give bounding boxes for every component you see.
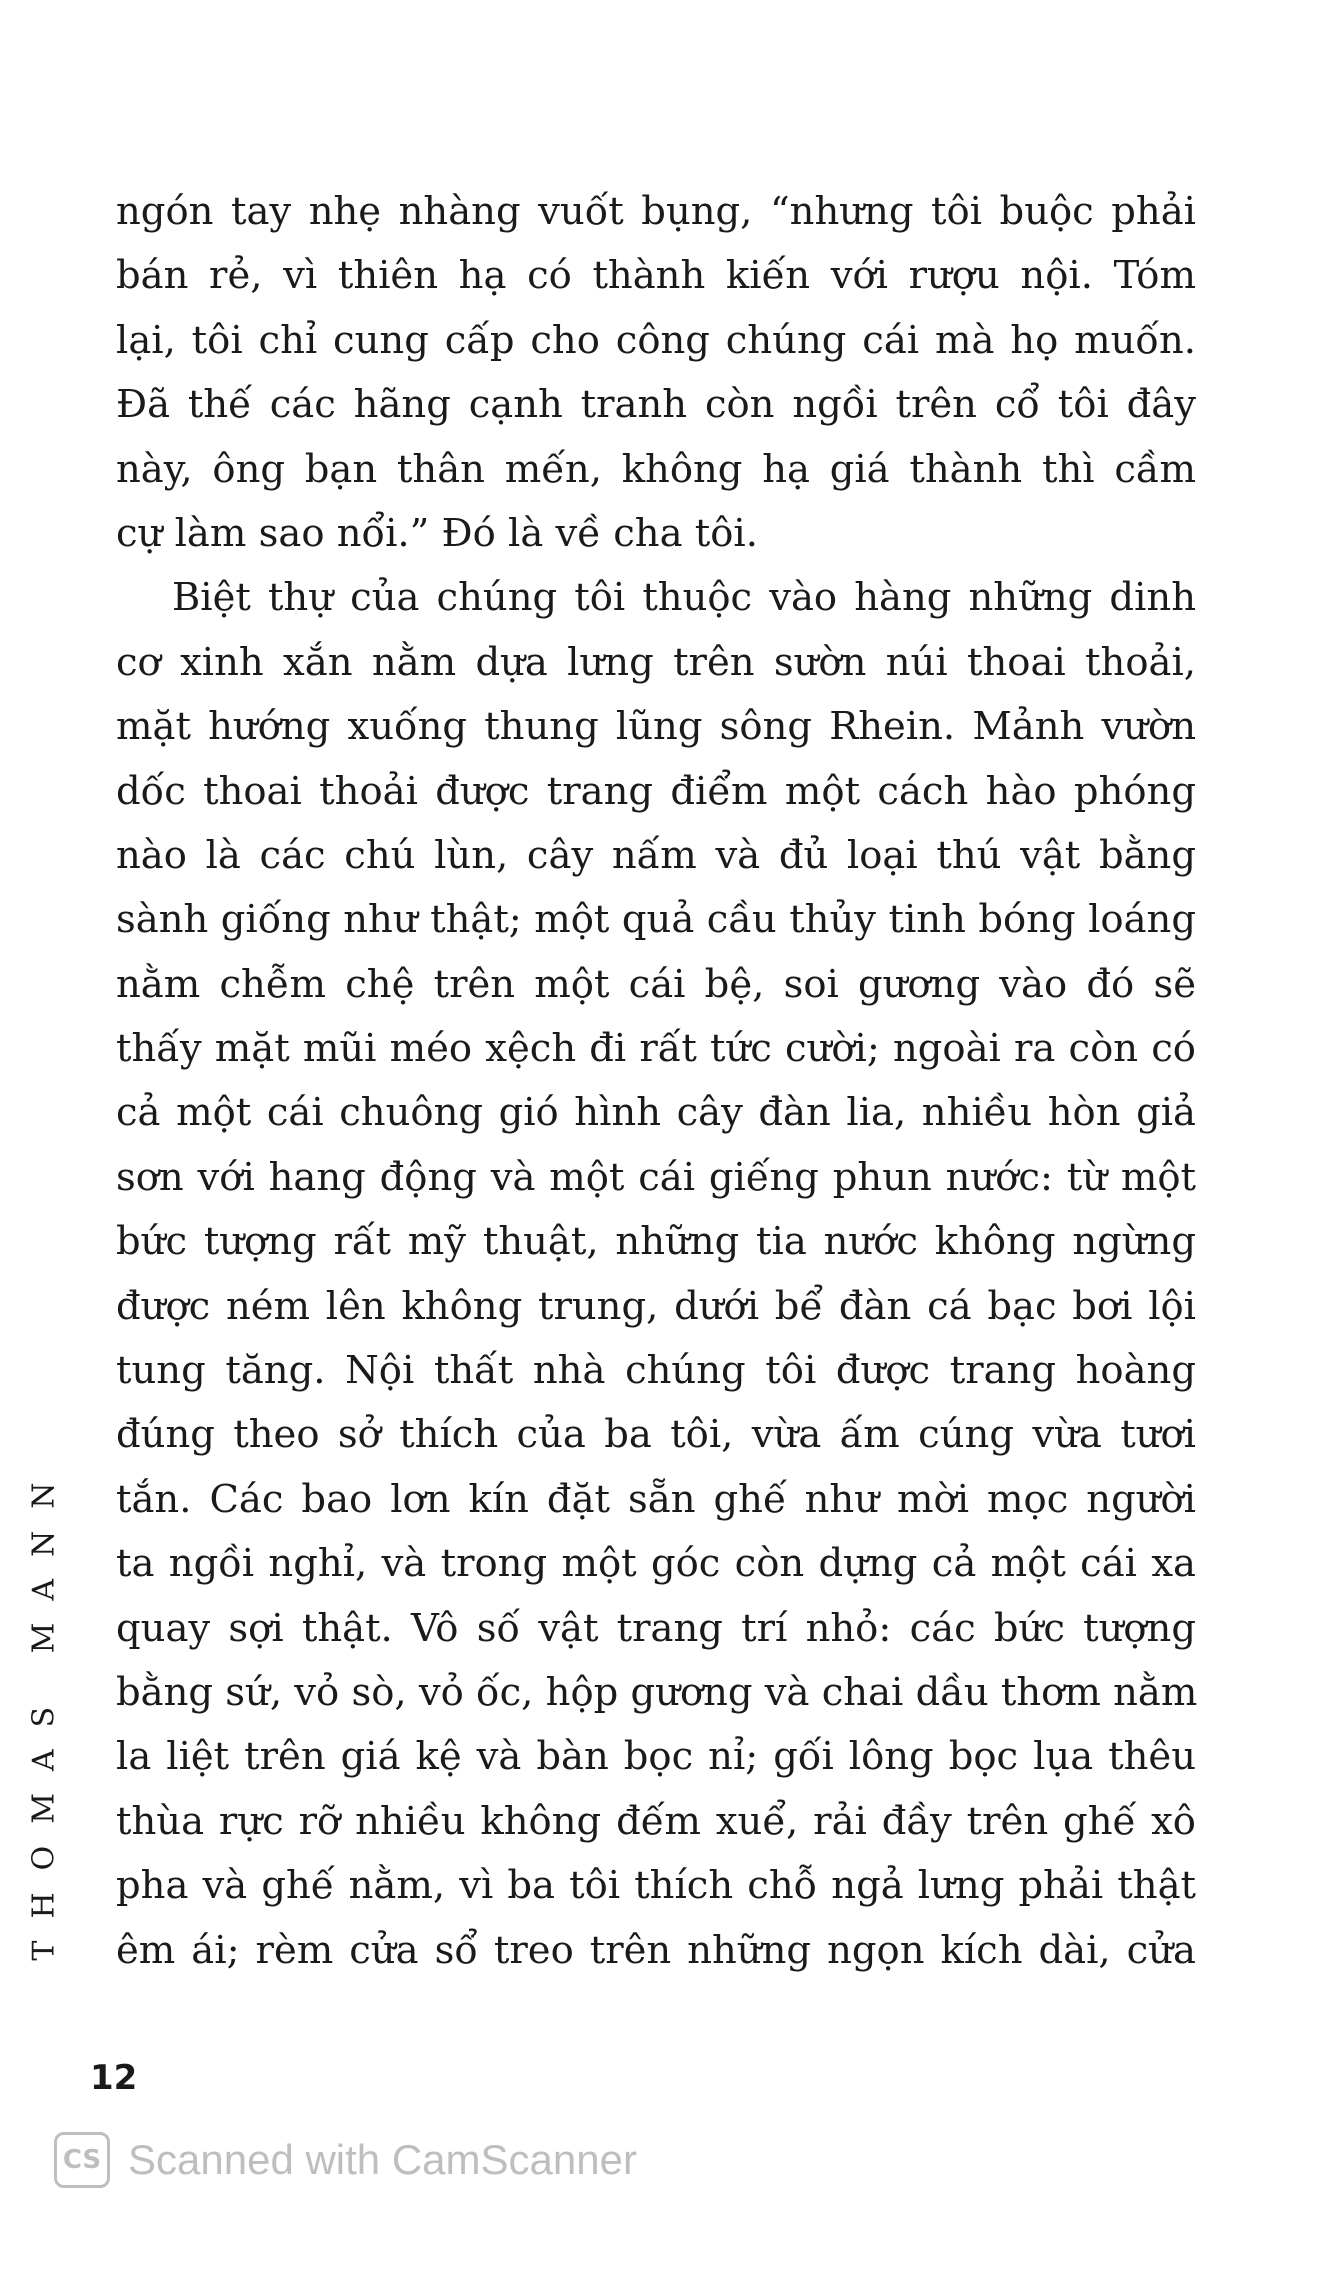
text-line: bán rẻ, vì thiên hạ có thành kiến với rượu nội. Tóm — [116, 253, 1196, 299]
text-line: sơn với hang động và một cái giếng phun nước: từ một — [116, 1154, 1196, 1200]
text-line: cả một cái chuông gió hình cây đàn lia, nhiều hòn giả — [116, 1090, 1196, 1136]
text-line: sành giống như thật; một quả cầu thủy tinh bóng loáng — [116, 897, 1196, 943]
text-line: thùa rực rỡ nhiều không đếm xuể, rải đầy trên ghế xô — [116, 1798, 1196, 1844]
text-line: đúng theo sở thích của ba tôi, vừa ấm cúng vừa tươi — [116, 1412, 1196, 1458]
text-line: bức tượng rất mỹ thuật, những tia nước không ngừng — [116, 1219, 1196, 1265]
text-line: êm ái; rèm cửa sổ treo trên những ngọn kích dài, cửa — [116, 1927, 1196, 1973]
text-line: dốc thoai thoải được trang điểm một cách hào phóng — [116, 768, 1196, 814]
text-line: Đã thế các hãng cạnh tranh còn ngồi trên cổ tôi đây — [116, 382, 1196, 428]
text-line: tắn. Các bao lơn kín đặt sẵn ghế như mời mọc người — [116, 1476, 1196, 1522]
text-line: cơ xinh xắn nằm dựa lưng trên sườn núi thoai thoải, — [116, 639, 1196, 685]
scanner-watermark — [54, 2132, 637, 2188]
text-line: thấy mặt mũi méo xệch đi rất tức cười; ngoài ra còn có — [116, 1026, 1196, 1072]
text-line: quay sợi thật. Vô số vật trang trí nhỏ: các bức tượng — [116, 1605, 1196, 1651]
text-line: ngón tay nhẹ nhàng vuốt bụng, “nhưng tôi buộc phải — [116, 189, 1196, 234]
text-line: pha và ghế nằm, vì ba tôi thích chỗ ngả lưng phải thật — [116, 1863, 1196, 1909]
text-line: nào là các chú lùn, cây nấm và đủ loại thú vật bằng — [116, 832, 1196, 878]
text-line: này, ông bạn thân mến, không hạ giá thành thì cầm — [116, 446, 1196, 492]
camscanner-logo-icon: CS — [54, 2132, 110, 2188]
text-line: Biệt thự của chúng tôi thuộc vào hàng những dinh — [172, 575, 1196, 621]
watermark-text: Scanned with CamScanner — [128, 2136, 637, 2183]
text-line: mặt hướng xuống thung lũng sông Rhein. Mảnh vườn — [116, 704, 1196, 750]
text-line: bằng sứ, vỏ sò, vỏ ốc, hộp gương và chai dầu thơm nằm — [116, 1669, 1198, 1715]
text-line: nằm chễm chệ trên một cái bệ, soi gương vào đó sẽ — [116, 961, 1196, 1007]
text-line: tung tăng. Nội thất nhà chúng tôi được trang hoàng — [116, 1348, 1196, 1394]
page-number: 12 — [90, 2058, 138, 2098]
text-line: lại, tôi chỉ cung cấp cho công chúng cái mà họ muốn. — [116, 317, 1196, 363]
spine-author — [20, 1430, 68, 1990]
text-line: la liệt trên giá kệ và bàn bọc nỉ; gối lông bọc lụa thêu — [116, 1734, 1196, 1780]
spine-author-text: THOMAS MANN — [26, 1459, 62, 1961]
body-text — [116, 180, 1196, 1983]
text-line: cự làm sao nổi.” Đó là về cha tôi. — [116, 510, 758, 556]
text-line: được ném lên không trung, dưới bể đàn cá bạc bơi lội — [116, 1283, 1196, 1329]
text-line: ta ngồi nghỉ, và trong một góc còn dựng cả một cái xa — [116, 1541, 1196, 1587]
